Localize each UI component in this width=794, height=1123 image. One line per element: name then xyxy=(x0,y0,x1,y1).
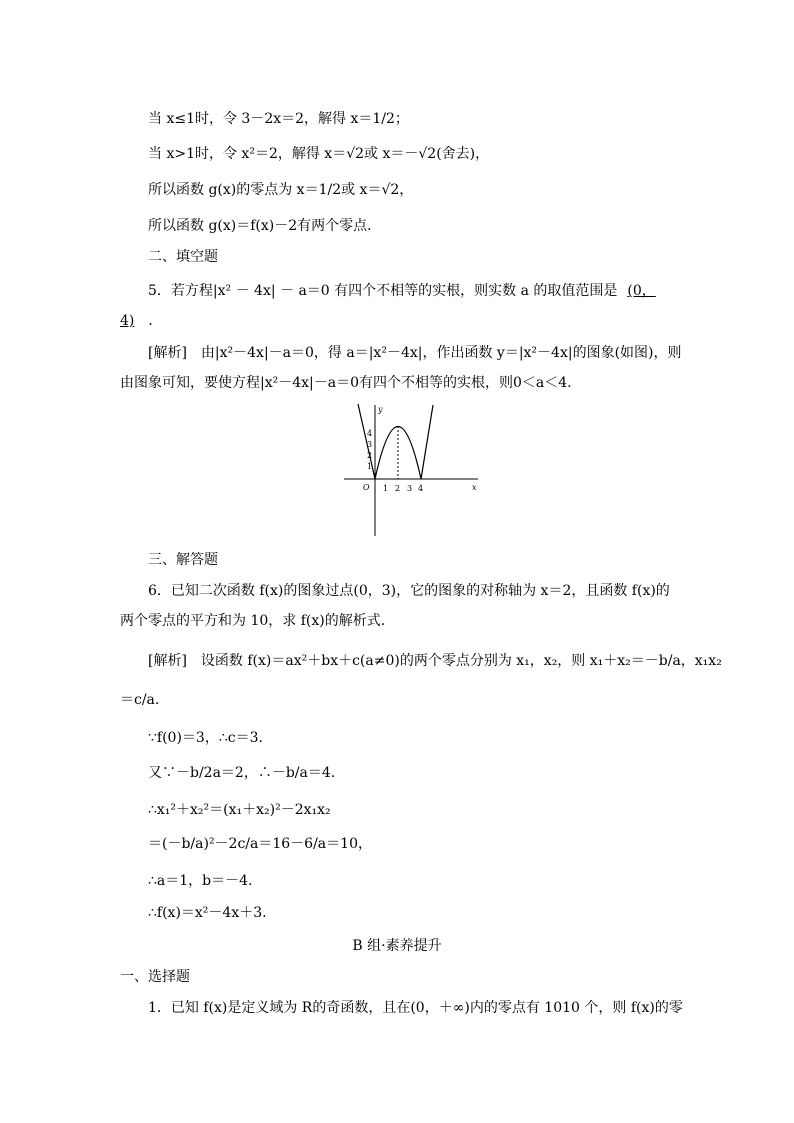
q6-line-1: 6．已知二次函数 f(x)的图象过点(0，3)，它的图象的对称轴为 x＝2，且函数 f(x)的 xyxy=(148,583,670,599)
solution-line-4: 所以函数 g(x)＝f(x)－2有两个零点． xyxy=(148,218,382,234)
q5-end: ． xyxy=(148,313,163,329)
section-heading-choice: 一、选择题 xyxy=(120,969,190,985)
x-tick-3: 3 xyxy=(407,484,413,493)
q1-line-1: 1．已知 f(x)是定义域为 R的奇函数，且在(0，＋∞)内的零点有 1010 个，则 f(x)的零 xyxy=(148,1000,683,1016)
q5-analysis-line-1: [解析] 由|x²－4x|－a＝0，得 a＝|x²－4x|，作出函数 y＝|x²－4x|的图象(如图)，则 xyxy=(148,345,682,361)
solution-line-2: 当 x>1时，令 x²＝2，解得 x＝√2或 x＝－√2(舍去)， xyxy=(148,146,490,162)
q5-analysis-line-2: 由图象可知，要使方程|x²－4x|－a＝0有四个不相等的实根，则0＜a＜4. xyxy=(120,375,572,391)
y-axis-label: y xyxy=(378,405,383,414)
solution-line-1: 当 x≤1时，令 3－2x＝2，解得 x＝1/2； xyxy=(148,111,409,127)
section-heading-fill: 二、填空题 xyxy=(148,249,218,265)
q6-step-1: ∵f(0)＝3，∴c＝3. xyxy=(148,730,263,746)
q6-step-5: ∴a＝1，b＝－4. xyxy=(148,873,253,889)
y-tick-3: 3 xyxy=(367,440,373,449)
solution-line-3: 所以函数 g(x)的零点为 x＝1/2或 x＝√2， xyxy=(148,182,414,198)
q6-step-3: ∴x₁²＋x₂²＝(x₁＋x₂)²－2x₁x₂ xyxy=(148,802,331,818)
q6-step-2: 又∵－b/2a＝2，∴－b/a＝4. xyxy=(148,765,336,781)
q5-text: 5．若方程|x² － 4x| － a＝0 有四个不相等的实根，则实数 a 的取值范围是 xyxy=(148,283,618,299)
q6-step-6: ∴f(x)＝x²－4x＋3. xyxy=(148,905,267,921)
right-branch xyxy=(421,405,433,479)
q6-analysis-line-2: ＝c/a. xyxy=(120,692,160,708)
q5-answer-part1: (0， xyxy=(627,283,656,299)
q5-answer-part2: 4) xyxy=(120,313,135,329)
q5-line-2 xyxy=(120,311,162,331)
y-tick-1: 1 xyxy=(367,462,373,471)
group-b-title: B 组·素养提升 xyxy=(352,938,442,954)
y-tick-2: 2 xyxy=(367,451,373,460)
x-axis-label: x xyxy=(472,483,477,492)
q6-analysis-line-1: [解析] 设函数 f(x)＝ax²＋bx＋c(a≠0)的两个零点分别为 x₁，x₂，则 x₁＋x₂＝－b/a，x₁x₂ xyxy=(148,653,722,669)
function-graph xyxy=(338,400,498,540)
y-tick-4: 4 xyxy=(367,429,373,438)
q6-line-2: 两个零点的平方和为 10，求 f(x)的解析式． xyxy=(120,613,395,629)
section-heading-answer: 三、解答题 xyxy=(148,552,218,568)
x-tick-2: 2 xyxy=(395,484,401,493)
origin-label: O xyxy=(363,483,370,492)
x-tick-4: 4 xyxy=(418,484,424,493)
x-tick-1: 1 xyxy=(383,484,389,493)
q6-step-4: ＝(－b/a)²－2c/a＝16－6/a＝10， xyxy=(148,836,372,852)
q5-line-1 xyxy=(148,281,662,301)
